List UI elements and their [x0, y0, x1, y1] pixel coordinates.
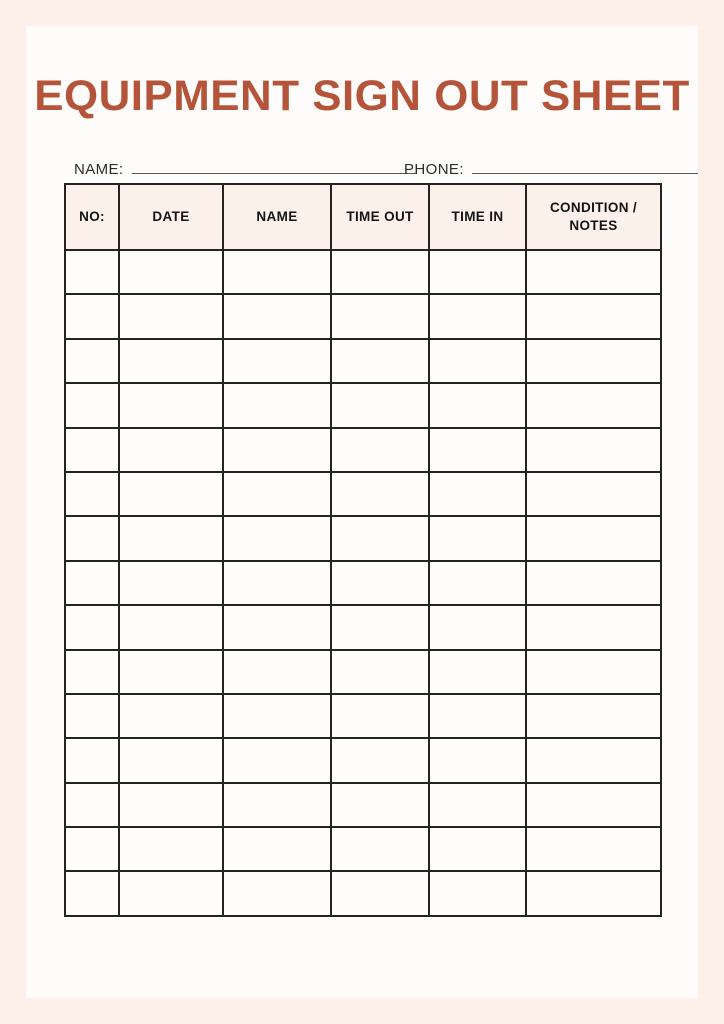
table-cell-name[interactable]	[223, 339, 331, 383]
table-row[interactable]	[65, 428, 661, 472]
table-cell-time_out[interactable]	[331, 783, 429, 827]
table-cell-no[interactable]	[65, 472, 119, 516]
table-cell-no[interactable]	[65, 827, 119, 871]
table-cell-time_out[interactable]	[331, 871, 429, 915]
sheet-page	[26, 26, 698, 998]
table-cell-date[interactable]	[119, 561, 223, 605]
table-cell-condition_notes[interactable]	[526, 605, 661, 649]
table-cell-time_in[interactable]	[429, 650, 526, 694]
table-cell-no[interactable]	[65, 294, 119, 338]
table-cell-name[interactable]	[223, 472, 331, 516]
column-header-time-out-label: TIME OUT	[346, 209, 414, 224]
table-cell-no[interactable]	[65, 783, 119, 827]
column-header-condition-notes-label-line1: CONDITION /	[549, 200, 638, 215]
table-cell-time_in[interactable]	[429, 871, 526, 915]
table-cell-name[interactable]	[223, 871, 331, 915]
table-cell-condition_notes[interactable]	[526, 472, 661, 516]
table-row[interactable]	[65, 472, 661, 516]
table-cell-name[interactable]	[223, 294, 331, 338]
table-cell-condition_notes[interactable]	[526, 783, 661, 827]
table-cell-no[interactable]	[65, 250, 119, 294]
column-header-no	[65, 184, 119, 250]
table-cell-date[interactable]	[119, 827, 223, 871]
table-cell-date[interactable]	[119, 472, 223, 516]
table-cell-time_in[interactable]	[429, 738, 526, 782]
table-cell-date[interactable]	[119, 294, 223, 338]
table-header-row	[65, 184, 661, 250]
table-cell-condition_notes[interactable]	[526, 694, 661, 738]
table-row[interactable]	[65, 871, 661, 915]
table-cell-no[interactable]	[65, 428, 119, 472]
table-cell-time_out[interactable]	[331, 294, 429, 338]
table-cell-time_out[interactable]	[331, 472, 429, 516]
table-cell-no[interactable]	[65, 871, 119, 915]
table-row[interactable]	[65, 738, 661, 782]
table-cell-name[interactable]	[223, 605, 331, 649]
table-cell-no[interactable]	[65, 383, 119, 427]
table-cell-date[interactable]	[119, 339, 223, 383]
table-cell-time_out[interactable]	[331, 605, 429, 649]
name-input[interactable]	[132, 158, 416, 174]
name-field-label: NAME:	[74, 161, 124, 178]
equipment-signout-table	[64, 183, 662, 917]
table-cell-time_in[interactable]	[429, 250, 526, 294]
table-cell-name[interactable]	[223, 827, 331, 871]
table-cell-date[interactable]	[119, 383, 223, 427]
table-cell-name[interactable]	[223, 250, 331, 294]
table-row[interactable]	[65, 383, 661, 427]
table-cell-condition_notes[interactable]	[526, 871, 661, 915]
table-cell-time_out[interactable]	[331, 738, 429, 782]
table-cell-time_out[interactable]	[331, 650, 429, 694]
column-header-time-out	[331, 184, 429, 250]
table-body	[65, 250, 661, 916]
table-cell-time_in[interactable]	[429, 783, 526, 827]
table-cell-time_out[interactable]	[331, 383, 429, 427]
column-header-time-in-label: TIME IN	[451, 209, 504, 224]
table-cell-condition_notes[interactable]	[526, 738, 661, 782]
table-cell-condition_notes[interactable]	[526, 561, 661, 605]
table-cell-date[interactable]	[119, 428, 223, 472]
table-cell-no[interactable]	[65, 339, 119, 383]
table-cell-time_in[interactable]	[429, 339, 526, 383]
column-header-name-label: NAME	[256, 209, 298, 224]
table-cell-date[interactable]	[119, 250, 223, 294]
table-cell-no[interactable]	[65, 694, 119, 738]
table-cell-condition_notes[interactable]	[526, 339, 661, 383]
name-field-group	[74, 158, 416, 184]
table-row[interactable]	[65, 250, 661, 294]
column-header-condition-notes	[526, 184, 661, 250]
column-header-date	[119, 184, 223, 250]
table-cell-name[interactable]	[223, 783, 331, 827]
table-cell-condition_notes[interactable]	[526, 650, 661, 694]
table-cell-date[interactable]	[119, 871, 223, 915]
page-title: EQUIPMENT SIGN OUT SHEET	[34, 72, 690, 120]
column-header-time-in	[429, 184, 526, 250]
table-cell-no[interactable]	[65, 516, 119, 560]
table-cell-time_in[interactable]	[429, 827, 526, 871]
identity-fields-row	[74, 158, 698, 184]
table-cell-date[interactable]	[119, 605, 223, 649]
table-cell-condition_notes[interactable]	[526, 428, 661, 472]
table-cell-time_in[interactable]	[429, 428, 526, 472]
table-row[interactable]	[65, 605, 661, 649]
table-cell-condition_notes[interactable]	[526, 294, 661, 338]
table-row[interactable]	[65, 827, 661, 871]
phone-field-label: PHONE:	[404, 161, 464, 178]
table-cell-name[interactable]	[223, 738, 331, 782]
table-cell-time_out[interactable]	[331, 694, 429, 738]
table-cell-time_out[interactable]	[331, 516, 429, 560]
table-cell-time_out[interactable]	[331, 339, 429, 383]
table-cell-time_in[interactable]	[429, 516, 526, 560]
table-cell-time_in[interactable]	[429, 383, 526, 427]
table-cell-date[interactable]	[119, 650, 223, 694]
table-cell-condition_notes[interactable]	[526, 383, 661, 427]
table-cell-condition_notes[interactable]	[526, 516, 661, 560]
table-cell-date[interactable]	[119, 516, 223, 560]
table-cell-date[interactable]	[119, 783, 223, 827]
table-cell-time_in[interactable]	[429, 561, 526, 605]
column-header-no-label: NO:	[79, 209, 105, 224]
table-cell-name[interactable]	[223, 383, 331, 427]
table-cell-no[interactable]	[65, 561, 119, 605]
table-row[interactable]	[65, 561, 661, 605]
table-cell-no[interactable]	[65, 605, 119, 649]
column-header-date-label: DATE	[152, 209, 190, 224]
table-cell-time_out[interactable]	[331, 561, 429, 605]
phone-input[interactable]	[472, 158, 698, 174]
table-cell-condition_notes[interactable]	[526, 250, 661, 294]
table-cell-time_in[interactable]	[429, 472, 526, 516]
table-row[interactable]	[65, 294, 661, 338]
table-cell-name[interactable]	[223, 561, 331, 605]
table-cell-no[interactable]	[65, 650, 119, 694]
phone-field-group	[404, 158, 698, 184]
table-cell-condition_notes[interactable]	[526, 827, 661, 871]
table-cell-date[interactable]	[119, 738, 223, 782]
table-cell-time_in[interactable]	[429, 605, 526, 649]
table-cell-no[interactable]	[65, 738, 119, 782]
table-header	[65, 184, 661, 250]
table-cell-date[interactable]	[119, 694, 223, 738]
table-cell-time_in[interactable]	[429, 694, 526, 738]
table-row[interactable]	[65, 516, 661, 560]
column-header-condition-notes-label-line2: NOTES	[569, 218, 618, 233]
table-row[interactable]	[65, 339, 661, 383]
table-cell-name[interactable]	[223, 428, 331, 472]
table-cell-name[interactable]	[223, 694, 331, 738]
table-cell-name[interactable]	[223, 516, 331, 560]
column-header-name	[223, 184, 331, 250]
table-cell-time_out[interactable]	[331, 428, 429, 472]
table-row[interactable]	[65, 694, 661, 738]
table-cell-name[interactable]	[223, 650, 331, 694]
table-cell-time_in[interactable]	[429, 294, 526, 338]
table-row[interactable]	[65, 650, 661, 694]
table-cell-time_out[interactable]	[331, 827, 429, 871]
table-cell-time_out[interactable]	[331, 250, 429, 294]
table-row[interactable]	[65, 783, 661, 827]
